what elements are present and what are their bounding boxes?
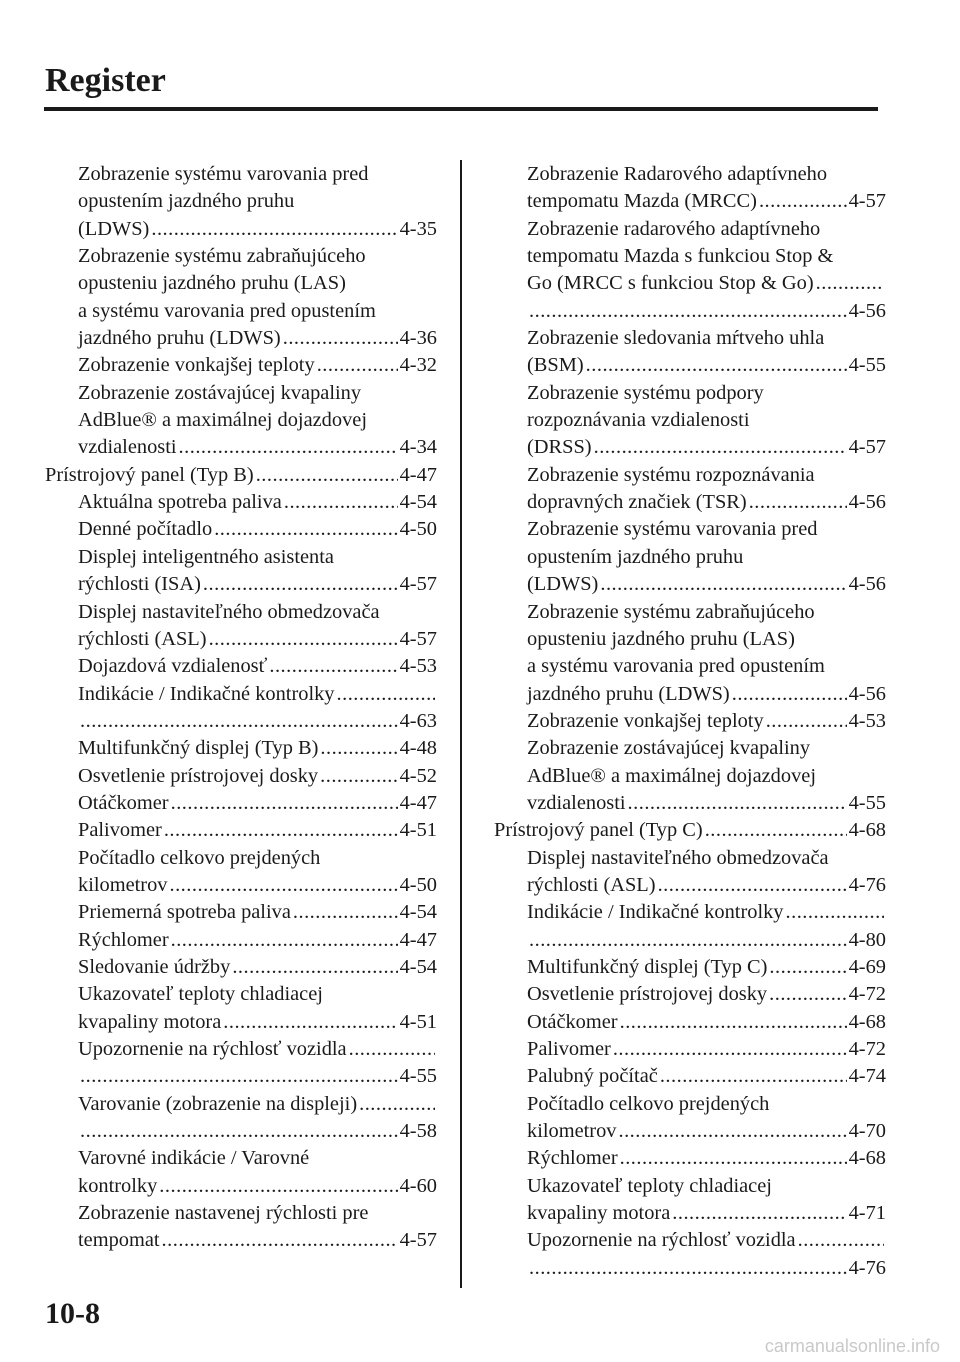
index-line <box>494 161 886 188</box>
index-term: Zobrazenie systému varovania pred <box>527 518 818 541</box>
index-term: Zobrazenie systému zabraňujúceho <box>527 600 815 623</box>
dot-leader <box>80 1118 398 1145</box>
index-term: Zobrazenie Radarového adaptívneho <box>527 163 828 185</box>
dot-leader <box>80 1063 398 1090</box>
dot-leader <box>214 516 397 543</box>
dot-leader <box>232 954 397 981</box>
index-page-ref: 4-51 <box>399 819 437 842</box>
dot-leader <box>317 352 398 379</box>
dot-leader <box>171 927 398 954</box>
index-term: Denné počítadlo <box>78 518 213 541</box>
index-line <box>45 899 437 926</box>
index-page-ref: 4-57 <box>399 627 437 650</box>
index-page-ref: 4-71 <box>848 1202 886 1225</box>
index-line <box>45 1036 437 1063</box>
watermark: carmanualsonline.info <box>764 1336 940 1356</box>
dot-leader <box>209 626 398 653</box>
index-line <box>494 1145 886 1172</box>
column-divider <box>460 160 462 1288</box>
index-term: Indikácie / Indikačné kontrolky <box>527 901 784 924</box>
dot-leader <box>159 1173 397 1200</box>
index-term: AdBlue® a maximálnej dojazdovej <box>527 764 816 787</box>
index-term: a systému varovania pred opustením <box>527 655 825 678</box>
index-line <box>45 872 437 899</box>
index-line <box>494 872 886 899</box>
dot-leader <box>293 899 398 926</box>
dot-leader <box>349 1036 435 1063</box>
index-line <box>494 763 886 790</box>
dot-leader <box>586 352 847 379</box>
index-page-ref: 4-72 <box>848 1038 886 1060</box>
index-page-ref: 4-55 <box>848 791 886 814</box>
index-line <box>494 735 886 762</box>
dot-leader <box>658 872 847 899</box>
index-line <box>494 380 886 407</box>
dot-leader <box>359 1091 435 1118</box>
dot-leader <box>620 1145 847 1172</box>
index-term: (LDWS) <box>527 573 599 596</box>
page-title: Register <box>45 62 166 99</box>
dot-leader <box>705 817 847 844</box>
index-term: Palubný počítač <box>527 1065 658 1088</box>
dot-leader <box>769 954 846 981</box>
index-line <box>494 1036 886 1063</box>
index-line <box>494 1009 886 1036</box>
header-rule <box>44 107 878 111</box>
index-term: (LDWS) <box>78 217 150 240</box>
index-term: vzdialenosti <box>527 791 626 814</box>
index-line <box>45 298 437 325</box>
index-line <box>45 243 437 270</box>
index-line <box>45 981 437 1008</box>
index-term: Otáčkomer <box>78 791 169 814</box>
dot-leader <box>284 489 398 516</box>
index-line <box>494 489 886 516</box>
dot-leader <box>162 1227 398 1254</box>
dot-leader <box>529 927 847 954</box>
index-line <box>45 434 437 461</box>
index-term: Palivomer <box>78 819 162 842</box>
index-term: Varovné indikácie / Varovné <box>78 1147 310 1170</box>
index-term: vzdialenosti <box>78 436 177 459</box>
index-line <box>45 626 437 653</box>
dot-leader <box>179 434 398 461</box>
index-term: Osvetlenie prístrojovej dosky <box>527 983 768 1006</box>
index-line <box>45 817 437 844</box>
index-line <box>494 845 886 872</box>
index-term: Multifunkčný displej (Typ B) <box>78 737 319 760</box>
dot-leader <box>766 708 847 735</box>
index-line <box>494 216 886 243</box>
index-page-ref: 4-48 <box>399 737 437 760</box>
index-line <box>494 1255 886 1282</box>
index-line <box>494 243 886 270</box>
dot-leader <box>283 325 398 352</box>
dot-leader <box>759 188 847 215</box>
index-line <box>45 1145 437 1172</box>
index-line <box>45 516 437 543</box>
index-term: tempomat <box>78 1229 160 1252</box>
index-line <box>45 735 437 762</box>
index-line <box>45 845 437 872</box>
index-page-ref: 4-74 <box>848 1065 886 1088</box>
index-term: Zobrazenie systému zabraňujúceho <box>78 245 366 268</box>
index-term: opusteniu jazdného pruhu (LAS) <box>78 272 346 295</box>
index-term: Displej inteligentného asistenta <box>78 545 334 568</box>
index-term: Aktuálna spotreba paliva <box>78 491 282 514</box>
index-page-ref: 4-63 <box>399 709 437 732</box>
dot-leader <box>223 1009 397 1036</box>
index-page-ref: 4-32 <box>399 354 437 377</box>
index-line <box>494 790 886 817</box>
index-term: rýchlosti (ASL) <box>527 873 656 896</box>
dot-leader <box>529 298 847 325</box>
index-term: kvapaliny motora <box>78 1010 222 1033</box>
index-page-ref: 4-56 <box>848 682 886 705</box>
index-line <box>45 571 437 598</box>
index-line <box>494 981 886 1008</box>
index-line <box>45 188 437 215</box>
index-page-ref: 4-68 <box>848 819 886 842</box>
dot-leader <box>320 763 397 790</box>
index-page-ref: 4-58 <box>399 1120 437 1143</box>
index-term: jazdného pruhu (LDWS) <box>527 682 730 705</box>
index-line <box>45 325 437 352</box>
index-page-ref: 4-80 <box>848 928 886 951</box>
index-page-ref: 4-52 <box>399 764 437 787</box>
index-page-ref: 4-56 <box>848 573 886 596</box>
index-line <box>494 1063 886 1090</box>
dot-leader <box>256 462 398 489</box>
index-line <box>494 1227 886 1254</box>
dot-leader <box>164 817 398 844</box>
index-line <box>494 899 886 926</box>
index-line <box>45 599 437 626</box>
dot-leader <box>203 571 398 598</box>
index-term: Palivomer <box>527 1038 611 1060</box>
dot-leader <box>337 681 436 708</box>
index-line <box>45 216 437 243</box>
index-page-ref: 4-57 <box>848 436 886 459</box>
index-line <box>45 790 437 817</box>
index-line <box>45 352 437 379</box>
index-term: Zobrazenie vonkajšej teploty <box>527 709 764 732</box>
index-line <box>494 270 886 297</box>
dot-leader <box>171 790 398 817</box>
index-term: Upozornenie na rýchlosť vozidla <box>78 1038 347 1060</box>
dot-leader <box>672 1200 846 1227</box>
index-page-ref: 4-47 <box>399 463 437 486</box>
index-term: Go (MRCC s funkciou Stop & Go) <box>527 272 814 295</box>
index-term: a systému varovania pred opustením <box>78 299 376 322</box>
index-page-ref: 4-50 <box>399 518 437 541</box>
index-term: rýchlosti (ASL) <box>78 627 207 650</box>
index-page-ref: 4-72 <box>848 983 886 1006</box>
dot-leader <box>620 1009 847 1036</box>
index-line <box>494 1173 886 1200</box>
dot-leader <box>80 708 398 735</box>
index-column-right <box>494 161 886 1282</box>
index-term: Multifunkčný displej (Typ C) <box>527 955 768 978</box>
index-term: Zobrazenie nastavenej rýchlosti pre <box>78 1202 369 1225</box>
index-page-ref: 4-51 <box>399 1010 437 1033</box>
index-term: tempomatu Mazda (MRCC) <box>527 190 757 213</box>
index-term: rýchlosti (ISA) <box>78 573 201 596</box>
index-term: Priemerná spotreba paliva <box>78 901 291 924</box>
index-line <box>45 1009 437 1036</box>
dot-leader <box>600 571 846 598</box>
index-line <box>494 1091 886 1118</box>
index-term: (DRSS) <box>527 436 592 459</box>
index-term: Zobrazenie sledovania mŕtveho uhla <box>527 327 825 350</box>
index-term: Počítadlo celkovo prejdených <box>78 846 321 869</box>
index-line <box>45 161 437 188</box>
index-line <box>45 462 437 489</box>
index-term: dopravných značiek (TSR) <box>527 491 747 514</box>
index-term: Rýchlomer <box>527 1147 618 1170</box>
index-term: Indikácie / Indikačné kontrolky <box>78 682 335 705</box>
index-page-ref: 4-50 <box>399 873 437 896</box>
index-term: (BSM) <box>527 354 584 377</box>
index-term: kontrolky <box>78 1174 158 1197</box>
index-term: rozpoznávania vzdialenosti <box>527 409 750 432</box>
index-line <box>45 1200 437 1227</box>
index-term: kvapaliny motora <box>527 1202 671 1225</box>
index-line <box>45 270 437 297</box>
index-line <box>45 653 437 680</box>
index-term: opustením jazdného pruhu <box>527 545 744 568</box>
index-line <box>494 352 886 379</box>
index-line <box>494 434 886 461</box>
index-page-ref: 4-55 <box>848 354 886 377</box>
index-column-left <box>45 161 437 1255</box>
dot-leader <box>618 1118 846 1145</box>
index-page-ref: 4-76 <box>848 873 886 896</box>
index-page-ref: 4-69 <box>848 955 886 978</box>
index-page-ref: 4-56 <box>848 299 886 322</box>
index-term: kilometrov <box>527 1120 617 1143</box>
index-term: Displej nastaviteľného obmedzovača <box>78 600 380 623</box>
index-term: Upozornenie na rýchlosť vozidla <box>527 1229 796 1252</box>
dot-leader <box>613 1036 847 1063</box>
index-line <box>494 1200 886 1227</box>
index-term: Dojazdová vzdialenosť <box>78 655 268 678</box>
index-page-ref: 4-70 <box>848 1120 886 1143</box>
index-line <box>45 681 437 708</box>
index-term: opusteniu jazdného pruhu (LAS) <box>527 627 795 650</box>
dot-leader <box>151 216 397 243</box>
index-term: opustením jazdného pruhu <box>78 190 295 213</box>
dot-leader <box>594 434 847 461</box>
index-term: Zobrazenie zostávajúcej kvapaliny <box>78 381 362 404</box>
index-term: Ukazovateľ teploty chladiacej <box>527 1174 772 1197</box>
index-line <box>494 407 886 434</box>
index-term: Zobrazenie zostávajúcej kvapaliny <box>527 737 811 760</box>
dot-leader <box>269 653 397 680</box>
index-line <box>45 407 437 434</box>
index-term: Varovanie (zobrazenie na displeji) <box>78 1092 358 1115</box>
page-number: 10-8 <box>45 1297 100 1330</box>
dot-leader <box>169 872 397 899</box>
dot-leader <box>769 981 846 1008</box>
index-term: AdBlue® a maximálnej dojazdovej <box>78 409 367 432</box>
index-term: Zobrazenie systému varovania pred <box>78 163 369 185</box>
index-page-ref: 4-47 <box>399 928 437 951</box>
index-line <box>45 1118 437 1145</box>
index-line <box>45 380 437 407</box>
index-page-ref: 4-35 <box>399 217 437 240</box>
index-line <box>45 489 437 516</box>
index-line <box>494 516 886 543</box>
index-line <box>494 681 886 708</box>
index-line <box>45 544 437 571</box>
index-term: Prístrojový panel (Typ C) <box>494 819 703 842</box>
index-page-ref: 4-34 <box>399 436 437 459</box>
dot-leader <box>320 735 397 762</box>
index-page-ref: 4-53 <box>848 709 886 732</box>
index-term: Sledovanie údržby <box>78 955 231 978</box>
index-line <box>494 1118 886 1145</box>
dot-leader <box>816 270 884 297</box>
index-term: Rýchlomer <box>78 928 169 951</box>
index-term: Zobrazenie radarového adaptívneho <box>527 217 821 240</box>
index-term: Otáčkomer <box>527 1010 618 1033</box>
index-line <box>45 708 437 735</box>
index-page-ref: 4-36 <box>399 327 437 350</box>
index-line <box>494 599 886 626</box>
index-line <box>45 1173 437 1200</box>
index-term: kilometrov <box>78 873 168 896</box>
index-term: Displej nastaviteľného obmedzovača <box>527 846 829 869</box>
index-page-ref: 4-56 <box>848 491 886 514</box>
index-term: Zobrazenie systému rozpoznávania <box>527 463 815 486</box>
index-line <box>494 325 886 352</box>
index-line <box>494 653 886 680</box>
index-page-ref: 4-54 <box>399 955 437 978</box>
dot-leader <box>628 790 847 817</box>
index-page-ref: 4-57 <box>399 1229 437 1252</box>
index-page-ref: 4-54 <box>399 901 437 924</box>
index-line <box>494 462 886 489</box>
index-line <box>45 763 437 790</box>
index-term: Zobrazenie systému podpory <box>527 381 764 404</box>
index-page-ref: 4-53 <box>399 655 437 678</box>
index-line <box>494 954 886 981</box>
index-page-ref: 4-68 <box>848 1147 886 1170</box>
dot-leader <box>732 681 847 708</box>
index-term: Počítadlo celkovo prejdených <box>527 1092 770 1115</box>
index-line <box>45 1063 437 1090</box>
index-line <box>45 927 437 954</box>
index-page-ref: 4-68 <box>848 1010 886 1033</box>
index-page-ref: 4-57 <box>399 573 437 596</box>
index-page-ref: 4-60 <box>399 1174 437 1197</box>
index-line <box>494 626 886 653</box>
index-page-ref: 4-76 <box>848 1256 886 1279</box>
index-page-ref: 4-47 <box>399 791 437 814</box>
dot-leader <box>786 899 885 926</box>
dot-leader <box>529 1255 847 1282</box>
index-line <box>45 954 437 981</box>
index-term: Prístrojový panel (Typ B) <box>45 463 254 486</box>
dot-leader <box>798 1227 884 1254</box>
index-page-ref: 4-55 <box>399 1065 437 1088</box>
index-line <box>494 571 886 598</box>
dot-leader <box>660 1063 847 1090</box>
index-term: Zobrazenie vonkajšej teploty <box>78 354 315 377</box>
index-line <box>45 1091 437 1118</box>
dot-leader <box>749 489 847 516</box>
index-page-ref: 4-57 <box>848 190 886 213</box>
index-line <box>494 544 886 571</box>
index-line <box>494 298 886 325</box>
index-term: Osvetlenie prístrojovej dosky <box>78 764 319 787</box>
index-line <box>494 817 886 844</box>
index-term: jazdného pruhu (LDWS) <box>78 327 281 350</box>
index-page-ref: 4-54 <box>399 491 437 514</box>
index-line <box>45 1227 437 1254</box>
index-term: tempomatu Mazda s funkciou Stop & <box>527 245 834 268</box>
index-line <box>494 927 886 954</box>
index-line <box>494 188 886 215</box>
index-line <box>494 708 886 735</box>
index-term: Ukazovateľ teploty chladiacej <box>78 983 323 1006</box>
